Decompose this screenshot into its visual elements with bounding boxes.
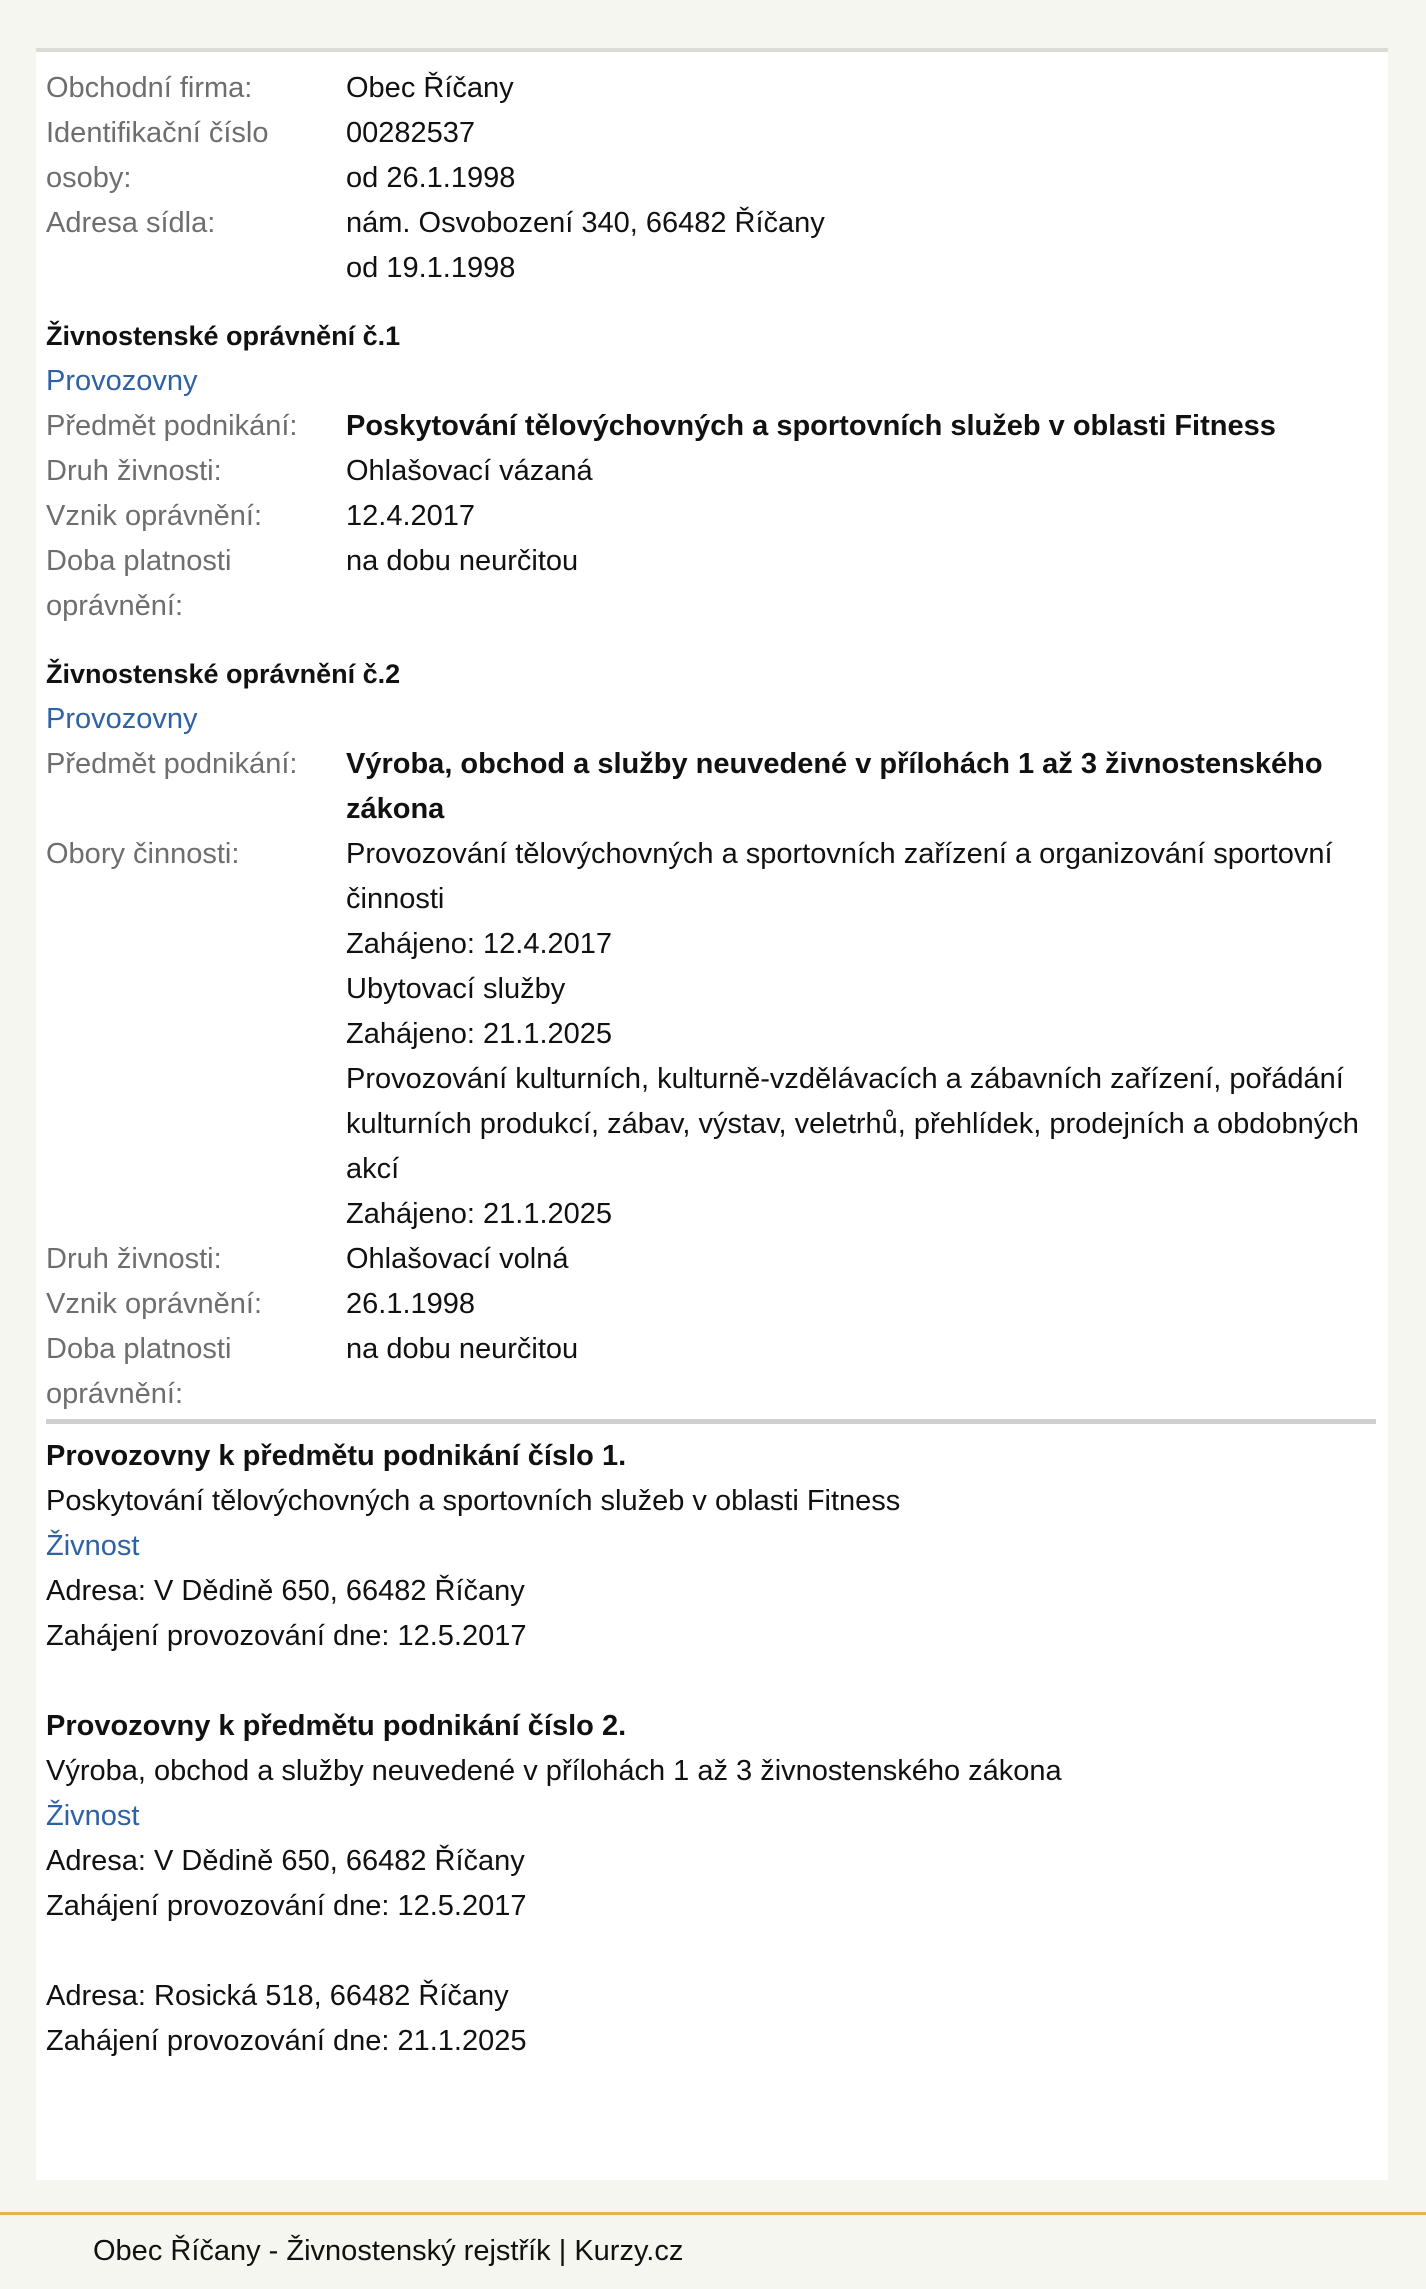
establishments-2-title: Provozovny k předmětu podnikání číslo 2.: [46, 1710, 627, 1742]
license-2-field: Ubytovací služby: [346, 973, 566, 1005]
company-name-row: [46, 66, 1376, 111]
license-2-origin-label: Vznik oprávnění:: [46, 1288, 263, 1320]
license-2-origin: 26.1.1998: [346, 1288, 476, 1320]
license-2-subject-row: [46, 742, 1376, 832]
license-2-validity-row: [46, 1327, 1376, 1417]
license-1-subject: Poskytování tělovýchovných a sportovních služeb v oblasti Fitness: [346, 410, 1276, 442]
establishments-block-1: [46, 1434, 1376, 1659]
license-2-type-row: [46, 1237, 1376, 1282]
establishments-2-address: Adresa: Rosická 518, 66482 Říčany: [46, 1980, 509, 2012]
license-2-subject: Výroba, obchod a služby neuvedené v přílohách 1 až 3 živnostenského zákona: [346, 748, 1323, 825]
company-id-since: od 26.1.1998: [346, 162, 516, 194]
establishments-1-title: Provozovny k předmětu podnikání číslo 1.: [46, 1440, 627, 1472]
content-inner: [46, 66, 1376, 2064]
establishments-2-trade-link[interactable]: Živnost: [46, 1800, 140, 1832]
establishments-2-start: Zahájení provozování dne: 21.1.2025: [46, 2025, 527, 2057]
company-id: 00282537: [346, 117, 476, 149]
establishments-1-address: Adresa: V Dědině 650, 66482 Říčany: [46, 1575, 525, 1607]
license-2-field-started: Zahájeno: 21.1.2025: [346, 1198, 613, 1230]
license-2-field: Provozování kulturních, kulturně-vzdělávacích a zábavních zařízení, pořádání kulturních produkcí, zábav, výstav, veletrhů, přehlídek, prodejních a obdobných akcí: [346, 1063, 1359, 1185]
license-2-fields-row: [46, 832, 1376, 1237]
license-2-type: Ohlašovací volná: [346, 1243, 569, 1275]
company-id-row: [46, 111, 1376, 201]
content-panel: [36, 48, 1388, 2180]
license-2-validity: na dobu neurčitou: [346, 1333, 579, 1365]
license-2-establishments-link[interactable]: Provozovny: [46, 703, 198, 735]
license-1-establishments-link[interactable]: Provozovny: [46, 365, 198, 397]
establishments-2-subject: Výroba, obchod a služby neuvedené v přílohách 1 až 3 živnostenského zákona: [46, 1755, 1062, 1787]
establishments-1-trade-link[interactable]: Živnost: [46, 1530, 140, 1562]
license-1-title: Živnostenské oprávnění č.1: [46, 321, 401, 351]
license-2-field: Provozování tělovýchovných a sportovních zařízení a organizování sportovní činnosti: [346, 838, 1333, 915]
license-2-field-started: Zahájeno: 12.4.2017: [346, 928, 613, 960]
license-1-subject-label: Předmět podnikání:: [46, 410, 298, 442]
establishments-1-subject: Poskytování tělovýchovných a sportovních služeb v oblasti Fitness: [46, 1485, 901, 1517]
license-1-type-row: [46, 449, 1376, 494]
company-name-label: Obchodní firma:: [46, 72, 253, 104]
license-2-title: Živnostenské oprávnění č.2: [46, 659, 401, 689]
license-1-type-label: Druh živnosti:: [46, 455, 222, 487]
company-name: Obec Říčany: [346, 72, 514, 104]
license-2-fields: [346, 832, 1376, 1237]
license-1-subject-row: [46, 404, 1376, 449]
establishments-block-2: [46, 1704, 1376, 2064]
establishments-2-start: Zahájení provozování dne: 12.5.2017: [46, 1890, 527, 1922]
license-2-origin-row: [46, 1282, 1376, 1327]
license-1-validity-row: [46, 539, 1376, 629]
page-footer: [0, 2212, 1426, 2289]
license-1-origin-row: [46, 494, 1376, 539]
spacer: [46, 1929, 1376, 1974]
license-2-validity-label: Doba platnosti oprávnění:: [46, 1333, 232, 1410]
license-1-validity-label: Doba platnosti oprávnění:: [46, 545, 232, 622]
license-2-fields-label: Obory činnosti:: [46, 838, 240, 870]
license-2-field-started: Zahájeno: 21.1.2025: [346, 1018, 613, 1050]
section-divider: [46, 1419, 1376, 1424]
company-id-values: [346, 111, 1376, 201]
company-address-values: [346, 201, 1376, 291]
establishments-1-start: Zahájení provozování dne: 12.5.2017: [46, 1620, 527, 1652]
license-1-origin: 12.4.2017: [346, 500, 476, 532]
company-address-label: Adresa sídla:: [46, 207, 216, 239]
company-address-since: od 19.1.1998: [346, 252, 516, 284]
license-1-validity: na dobu neurčitou: [346, 545, 579, 577]
company-id-label: Identifikační číslo osoby:: [46, 117, 269, 194]
company-address: nám. Osvobození 340, 66482 Říčany: [346, 207, 825, 239]
footer-text: Obec Říčany - Živnostenský rejstřík | Kurzy.cz: [93, 2235, 684, 2267]
license-2-subject-label: Předmět podnikání:: [46, 748, 298, 780]
establishments-2-address: Adresa: V Dědině 650, 66482 Říčany: [46, 1845, 525, 1877]
company-address-row: [46, 201, 1376, 291]
license-1-origin-label: Vznik oprávnění:: [46, 500, 263, 532]
license-1-type: Ohlašovací vázaná: [346, 455, 593, 487]
license-2-type-label: Druh živnosti:: [46, 1243, 222, 1275]
